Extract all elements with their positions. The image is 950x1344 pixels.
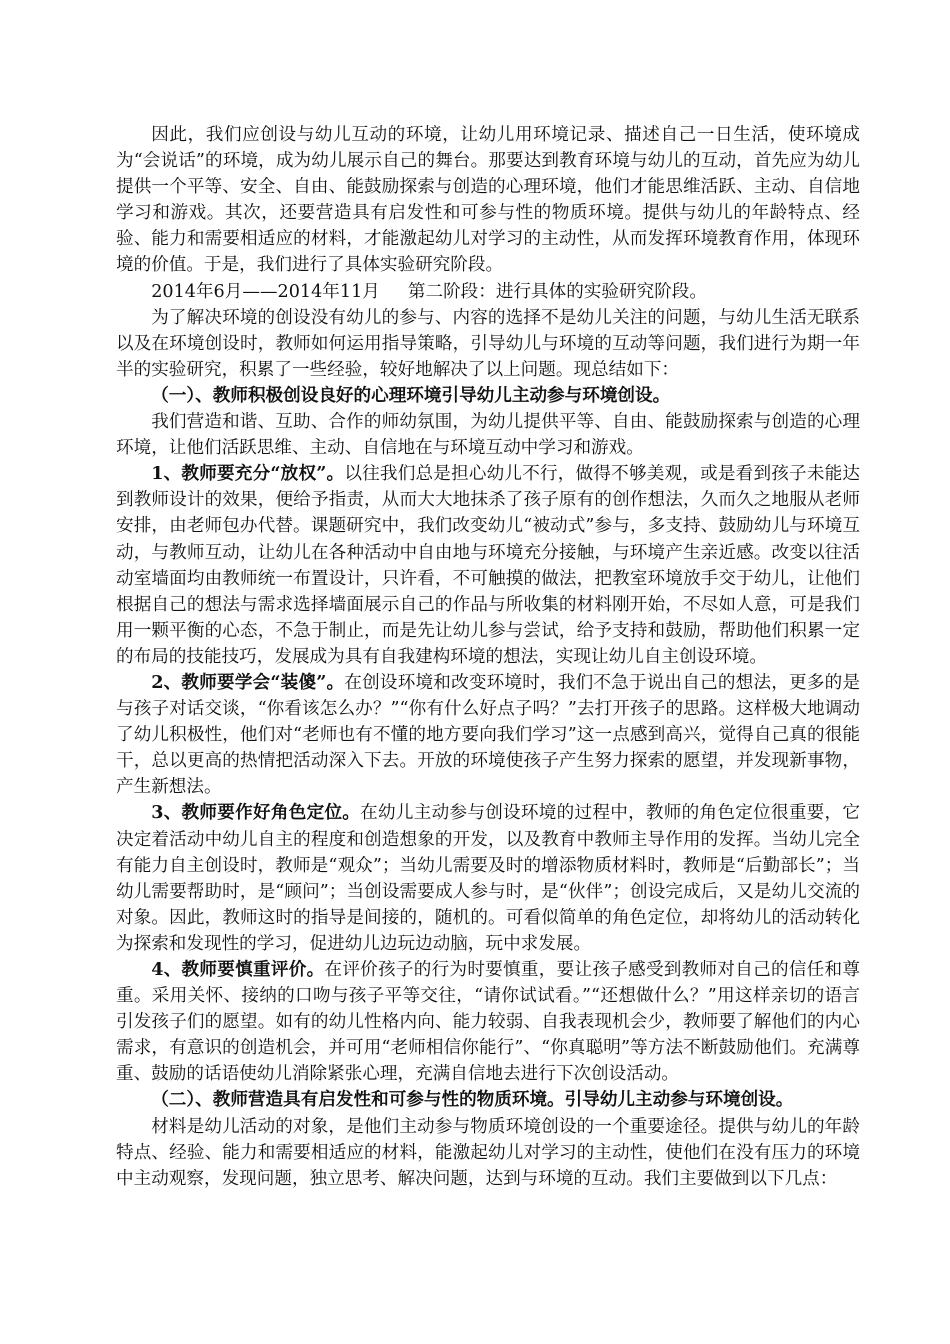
paragraph-psychological-environment: 我们营造和谐、互助、合作的师幼氛围，为幼儿提供平等、自由、能鼓励探索与创造的心理环境，让他们活跃思维、主动、自信地在与环境互动中学习和游戏。: [116, 412, 860, 459]
list-item-2-lead: 2、教师要学会“装傻”。: [151, 671, 345, 693]
stage-title: 第二阶段：进行具体的实验研究阶段。: [407, 281, 707, 302]
document-body: [116, 122, 860, 1192]
section-heading-two: （二）、教师营造具有启发性和可参与性的物质环境。引导幼儿主动参与环境创设。: [151, 1089, 794, 1111]
paragraph-stage-two: [116, 279, 860, 305]
list-item-4: [116, 957, 860, 1087]
list-item-1: [116, 461, 860, 670]
paragraph-intro: 因此，我们应创设与幼儿互动的环境，让幼儿用环境记录、描述自己一日生活，使环境成为“会说话”的环境，成为幼儿展示自己的舞台。那要达到教育环境与幼儿的互动，首先应为幼儿提供一个平等、安全、自由、能鼓励探索与创造的心理环境，他们才能思维活跃、主动、自信地学习和游戏。其次，还要营造具有启发性和可参与性的物质环境。提供与幼儿的年龄特点、经验、能力和需要相适应的材料，才能激起幼儿对学习的主动性，从而发挥环境教育作用，体现环境的价值。于是，我们进行了具体实验研究阶段。: [116, 125, 860, 276]
paragraph-research-summary: 为了解决环境的创设没有幼儿的参与、内容的选择不是幼儿关注的问题，与幼儿生活无联系以及在环境创设时，教师如何运用指导策略，引导幼儿与环境的互动等问题，我们进行为期一年半的实验研究，积累了一些经验，较好地解决了以上问题。现总结如下：: [116, 307, 860, 380]
paragraph-materials: 材料是幼儿活动的对象，是他们主动参与物质环境创设的一个重要途径。提供与幼儿的年龄特点、经验、能力和需要相适应的材料，能激起幼儿对学习的主动性，使他们在没有压力的环境中主动观察，发现问题，独立思考、解决问题，达到与环境的互动。我们主要做到以下几点：: [116, 1116, 860, 1189]
list-item-3-lead: 3、教师要作好角色定位。: [151, 802, 361, 824]
list-item-4-lead: 4、教师要慎重评价。: [151, 959, 325, 980]
stage-date: 2014年6月——2014年11月: [151, 281, 380, 302]
section-heading-one: （一）、教师积极创设良好的心理环境引导幼儿主动参与环境创设。: [151, 384, 671, 406]
list-item-1-lead: 1、教师要充分“放权”。: [151, 463, 345, 485]
list-item-2-text: 在创设环境和改变环境时，我们不急于说出自己的想法，更多的是与孩子对话交谈，“你看该怎么办？”“你有什么好点子吗？”去打开孩子的思路。这样极大地调动了幼儿积极性，他们对“老师也有不懂的地方要向我们学习”这一点感到高兴，觉得自己真的很能干，总以更高的热情把活动深入下去。开放的环境使孩子产生努力探索的愿望，并发现新事物，产生新想法。: [116, 672, 860, 798]
list-item-2: [116, 670, 860, 800]
list-item-3-text: 在幼儿主动参与创设环境的过程中，教师的角色定位很重要，它决定着活动中幼儿自主的程度和创造想象的开发，以及教育中教师主导作用的发挥。当幼儿完全有能力自主创设时，教师是“观众”；当幼儿需要及时的增添物质材料时，教师是“后勤部长”；当幼儿需要帮助时，是“顾问”；当创设需要成人参与时，是“伙伴”；创设完成后，又是幼儿交流的对象。因此，教师这时的指导是间接的，随机的。可看似简单的角色定位，却将幼儿的活动转化为探索和发现性的学习，促进幼儿边玩边动脑，玩中求发展。: [116, 803, 860, 954]
list-item-1-text: 以往我们总是担心幼儿不行，做得不够美观，或是看到孩子未能达到教师设计的效果，便给予指责，从而大大地抹杀了孩子原有的创作想法，久而久之地服从老师安排，由老师包办代替。课题研究中，我们改变幼儿“被动式”参与，多支持、鼓励幼儿与环境互动，与教师互动，让幼儿在各种活动中自由地与环境充分接触，与环境产生亲近感。改变以往活动室墙面均由教师统一布置设计，只许看，不可触摸的做法，把教室环境放手交于幼儿，让他们根据自己的想法与需求选择墙面展示自己的作品与所收集的材料刚开始，不尽如人意，可是我们用一颗平衡的心态，不急于制止，而是先让幼儿参与尝试，给予支持和鼓励，帮助他们积累一定的布局的技能技巧，发展成为具有自我建构环境的想法，实现让幼儿自主创设环境。: [116, 464, 860, 667]
list-item-3: [116, 800, 860, 957]
list-item-4-text: 在评价孩子的行为时要慎重，要让孩子感受到教师对自己的信任和尊重。采用关怀、接纳的口吻与孩子平等交往，“请你试试看。”“还想做什么？”用这样亲切的语言引发孩子们的愿望。如有的幼儿性格内向、能力较弱、自我表现机会少，教师要了解他们的内心需求，有意识的创造机会，并可用“老师相信你能行”、“你真聪明”等方法不断鼓励他们。充满尊重、鼓励的话语使幼儿消除紧张心理，充满自信地去进行下次创设活动。: [116, 960, 860, 1085]
